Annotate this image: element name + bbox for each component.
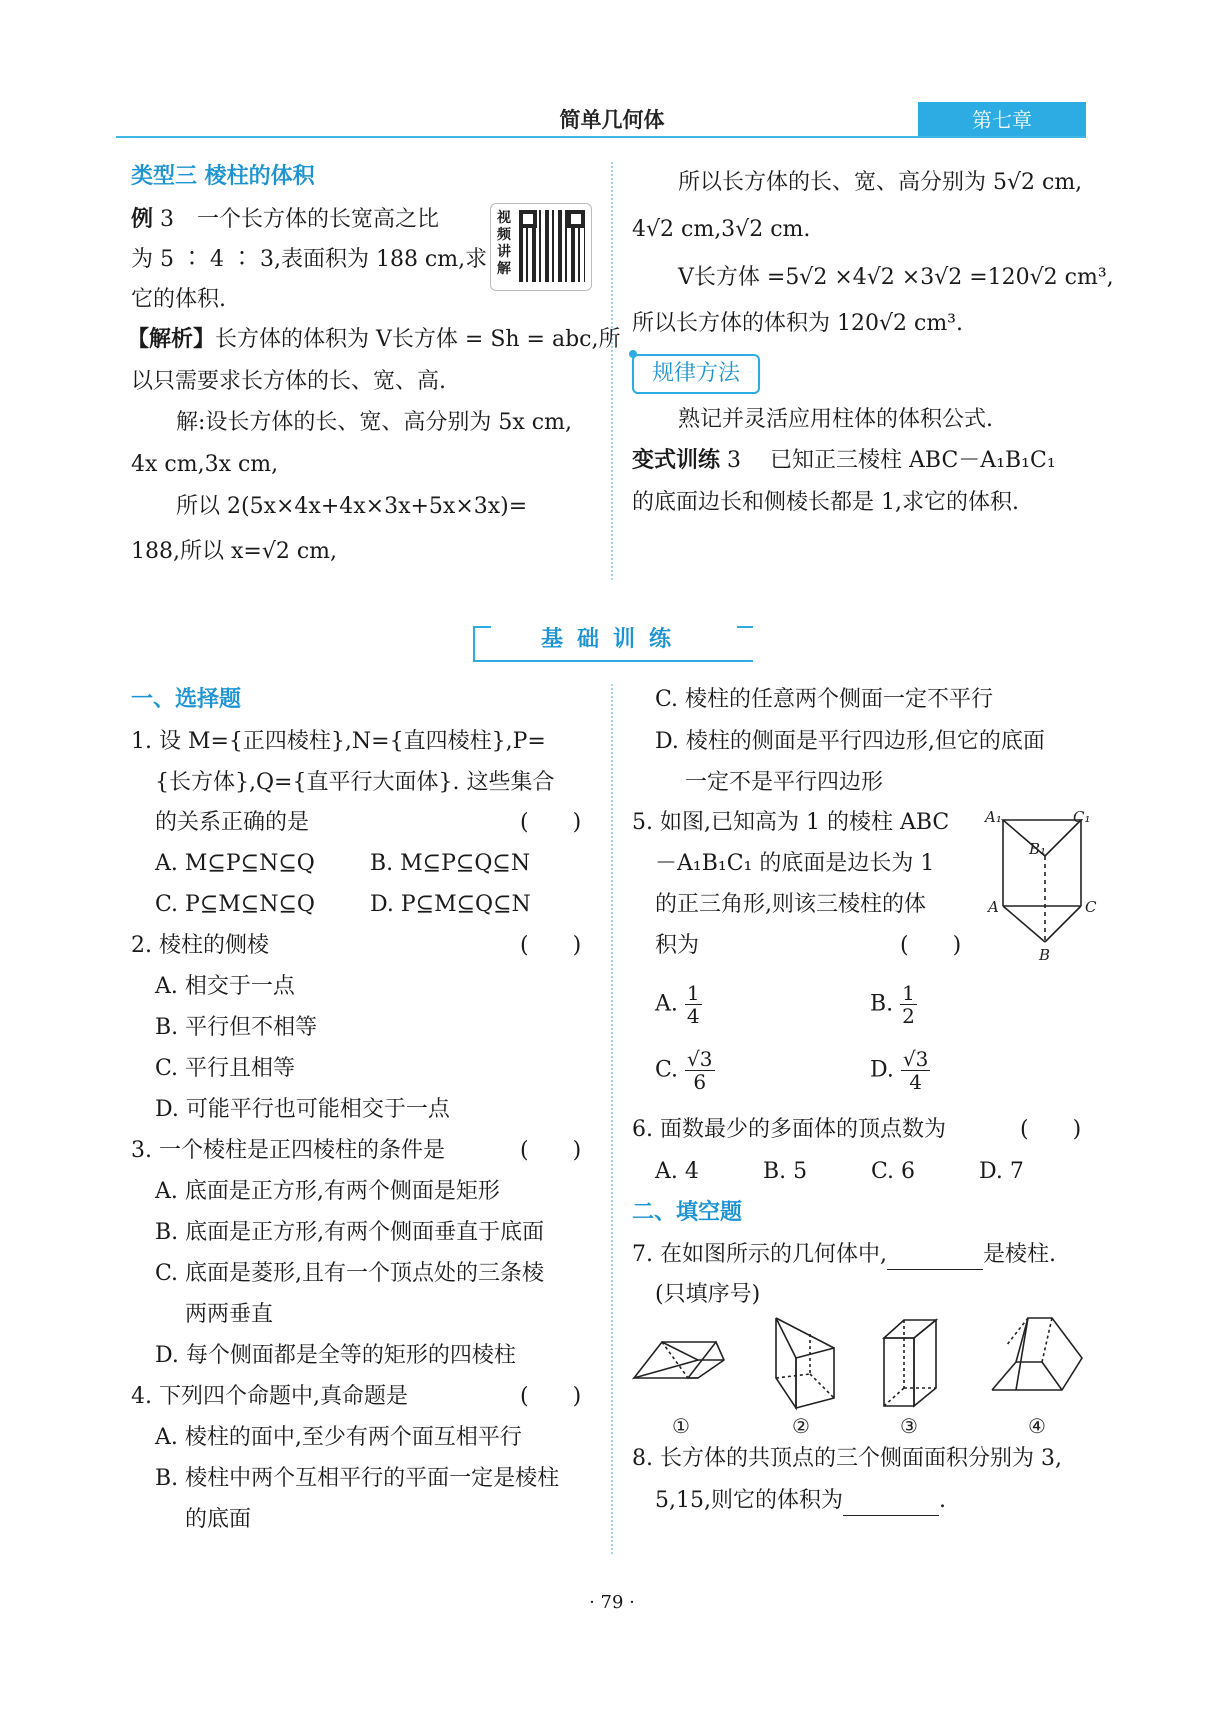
section-title: 基础训练 xyxy=(540,627,685,652)
example-text-line3: 它的体积. xyxy=(131,287,226,312)
q1-option-d[interactable]: D. P⊆M⊆Q⊆N xyxy=(370,892,531,917)
frac-a-den: 4 xyxy=(686,1004,700,1028)
variant-line1: 已知正三棱柱 ABC－A₁B₁C₁ xyxy=(770,448,1056,473)
q8-answer-blank[interactable] xyxy=(843,1491,939,1516)
q5-option-c[interactable] xyxy=(655,1048,715,1093)
q4-paren: ( ) xyxy=(520,1384,582,1409)
q5-frac-b xyxy=(900,982,917,1027)
variant-number: 3 xyxy=(727,448,742,473)
q5-option-b-letter: B. xyxy=(870,991,894,1017)
analysis-line2: 以只需要求长方体的长、宽、高. xyxy=(131,369,446,394)
example-text-line2: 为 5 ∶ 4 ∶ 3,表面积为 188 cm,求 xyxy=(131,247,488,272)
type-title: 类型三 棱柱的体积 xyxy=(131,164,315,189)
q7-answer-blank[interactable] xyxy=(887,1245,983,1270)
fig-num-2: ② xyxy=(792,1414,810,1438)
solid-3-box xyxy=(884,1320,936,1406)
q5-paren: ( ) xyxy=(900,933,962,958)
header-title: 简单几何体 xyxy=(559,108,665,132)
example-text-line1: 一个长方体的长宽高之比 xyxy=(197,207,440,232)
frac-d-num: √3 xyxy=(902,1047,929,1071)
q3-stem: 3. 一个棱柱是正四棱柱的条件是 xyxy=(131,1138,445,1163)
fig-num-1: ① xyxy=(672,1414,690,1438)
prism-figure-q5 xyxy=(985,808,1095,968)
fig-num-4: ④ xyxy=(1028,1414,1046,1438)
q5-option-a-letter: A. xyxy=(655,991,678,1017)
q2-option-d[interactable]: D. 可能平行也可能相交于一点 xyxy=(155,1097,450,1122)
solution-line4: 188,所以 x=√2 cm, xyxy=(131,539,338,564)
q6-stem: 6. 面数最少的多面体的顶点数为 xyxy=(632,1117,946,1142)
q8-line1: 8. 长方体的共顶点的三个侧面面积分别为 3, xyxy=(632,1446,1062,1471)
label-C: C xyxy=(1085,898,1097,916)
q1-line2: {长方体},Q={直平行大面体}. 这些集合 xyxy=(155,770,555,795)
q5-option-b[interactable] xyxy=(870,982,917,1027)
solids-figures xyxy=(632,1318,1102,1438)
example-number: 3 xyxy=(160,207,175,232)
q5-option-a[interactable] xyxy=(655,982,702,1027)
variant-label: 变式训练 xyxy=(632,448,721,473)
label-A: A xyxy=(988,898,999,916)
q3-option-c-line2: 两两垂直 xyxy=(185,1302,274,1327)
q2-paren: ( ) xyxy=(520,933,582,958)
qr-code-icon xyxy=(519,210,585,282)
frac-a-num: 1 xyxy=(686,981,700,1005)
q6-option-a[interactable]: A. 4 xyxy=(655,1159,699,1184)
q3-option-c-line1[interactable]: C. 底面是菱形,且有一个顶点处的三条棱 xyxy=(155,1261,545,1286)
q2-option-a[interactable]: A. 相交于一点 xyxy=(155,974,295,999)
frac-d-den: 4 xyxy=(909,1070,922,1094)
q8-text-a: 5,15,则它的体积为 xyxy=(655,1488,843,1513)
q1-line1: 1. 设 M={正四棱柱},N={直四棱柱},P= xyxy=(131,729,546,754)
heading-fill: 二、填空题 xyxy=(632,1200,743,1225)
q5-line2: －A₁B₁C₁ 的底面是边长为 1 xyxy=(655,851,935,876)
q3-paren: ( ) xyxy=(520,1138,582,1163)
q2-option-b[interactable]: B. 平行但不相等 xyxy=(155,1015,318,1040)
video-qr-code[interactable] xyxy=(490,203,592,291)
method-tag-label: 规律方法 xyxy=(651,361,740,386)
q5-line3: 的正三角形,则该三棱柱的体 xyxy=(655,892,926,917)
q4-option-a[interactable]: A. 棱柱的面中,至少有两个面互相平行 xyxy=(155,1425,522,1450)
q5-frac-a xyxy=(685,982,702,1027)
q2-option-c[interactable]: C. 平行且相等 xyxy=(155,1056,296,1081)
q7-line1 xyxy=(632,1240,1056,1270)
q1-option-b[interactable]: B. M⊆P⊆Q⊆N xyxy=(370,851,531,876)
frac-c-num: √3 xyxy=(687,1047,713,1071)
analysis-label: 【解析】 xyxy=(127,327,216,352)
q8-text-b: . xyxy=(938,1488,946,1513)
method-text: 熟记并灵活应用柱体的体积公式. xyxy=(678,407,993,432)
q5-frac-c xyxy=(685,1048,714,1093)
qr-label: 视频讲解 xyxy=(497,210,511,277)
label-C1: C₁ xyxy=(1073,808,1091,826)
variant-line2: 的底面边长和侧棱长都是 1,求它的体积. xyxy=(632,490,1019,515)
frac-b-num: 1 xyxy=(902,981,915,1005)
q4-option-c[interactable]: C. 棱柱的任意两个侧面一定不平行 xyxy=(655,687,994,712)
heading-choice: 一、选择题 xyxy=(131,687,242,712)
q1-paren: ( ) xyxy=(520,810,582,835)
chapter-tab: 第七章 xyxy=(918,102,1086,138)
q1-option-c[interactable]: C. P⊆M⊆N⊆Q xyxy=(155,892,315,917)
q6-option-c[interactable]: C. 6 xyxy=(871,1159,916,1184)
solid-2-prism xyxy=(776,1318,834,1408)
q5-option-c-letter: C. xyxy=(655,1057,679,1083)
q7-text-a: 7. 在如图所示的几何体中, xyxy=(632,1242,887,1267)
q4-stem: 4. 下列四个命题中,真命题是 xyxy=(131,1384,408,1409)
solid-4-solid xyxy=(992,1318,1082,1390)
label-B1: B₁ xyxy=(1029,840,1047,858)
q6-option-d[interactable]: D. 7 xyxy=(979,1159,1024,1184)
right-line1: 所以长方体的长、宽、高分别为 5√2 cm, xyxy=(678,170,1083,195)
method-tag xyxy=(632,354,760,394)
q8-line2 xyxy=(655,1486,946,1516)
solution-line1: 解:设长方体的长、宽、高分别为 5x cm, xyxy=(176,410,572,435)
q4-option-d-line1[interactable]: D. 棱柱的侧面是平行四边形,但它的底面 xyxy=(655,729,1045,754)
q5-option-d-letter: D. xyxy=(870,1057,894,1083)
page-number: · 79 · xyxy=(589,1592,635,1613)
solid-1-prism xyxy=(634,1342,724,1378)
q1-line3: 的关系正确的是 xyxy=(155,810,310,835)
column-divider-top xyxy=(611,162,613,580)
example-label: 例 xyxy=(131,207,154,232)
frac-b-den: 2 xyxy=(902,1004,915,1028)
label-B: B xyxy=(1039,946,1051,964)
solution-line3: 所以 2(5x×4x+4x×3x+5x×3x)= xyxy=(176,494,528,519)
q5-option-d[interactable] xyxy=(870,1048,930,1093)
q3-option-d[interactable]: D. 每个侧面都是全等的矩形的四棱柱 xyxy=(155,1343,516,1368)
solution-line2: 4x cm,3x cm, xyxy=(131,452,279,477)
right-line4: 所以长方体的体积为 120√2 cm³. xyxy=(632,311,963,336)
header-divider xyxy=(116,136,1086,138)
q1-option-a[interactable]: A. M⊆P⊆N⊆Q xyxy=(155,851,315,876)
q3-option-a[interactable]: A. 底面是正方形,有两个侧面是矩形 xyxy=(155,1179,500,1204)
analysis-line1: 长方体的体积为 V长方体 = Sh = abc,所 xyxy=(215,327,621,352)
q7-line2: (只填序号) xyxy=(655,1282,761,1307)
q6-option-b[interactable]: B. 5 xyxy=(763,1159,808,1184)
q4-option-b-line2: 的底面 xyxy=(185,1507,252,1532)
q5-line1: 5. 如图,已知高为 1 的棱柱 ABC xyxy=(632,810,950,835)
q7-text-b: 是棱柱. xyxy=(982,1242,1056,1267)
label-A1: A₁ xyxy=(985,808,1002,826)
q4-option-d-line2: 一定不是平行四边形 xyxy=(685,770,884,795)
q5-frac-d xyxy=(901,1048,930,1093)
fig-num-3: ③ xyxy=(900,1414,918,1438)
right-line3: V长方体 =5√2 ×4√2 ×3√2 =120√2 cm³, xyxy=(678,265,1114,290)
right-line2: 4√2 cm,3√2 cm. xyxy=(632,217,811,242)
q5-line4: 积为 xyxy=(655,933,700,958)
frac-c-den: 6 xyxy=(693,1070,707,1094)
q4-option-b-line1[interactable]: B. 棱柱中两个互相平行的平面一定是棱柱 xyxy=(155,1466,560,1491)
q2-stem: 2. 棱柱的侧棱 xyxy=(131,933,269,958)
q6-paren: ( ) xyxy=(1020,1117,1082,1142)
q3-option-b[interactable]: B. 底面是正方形,有两个侧面垂直于底面 xyxy=(155,1220,545,1245)
column-divider-bottom xyxy=(611,684,613,1554)
